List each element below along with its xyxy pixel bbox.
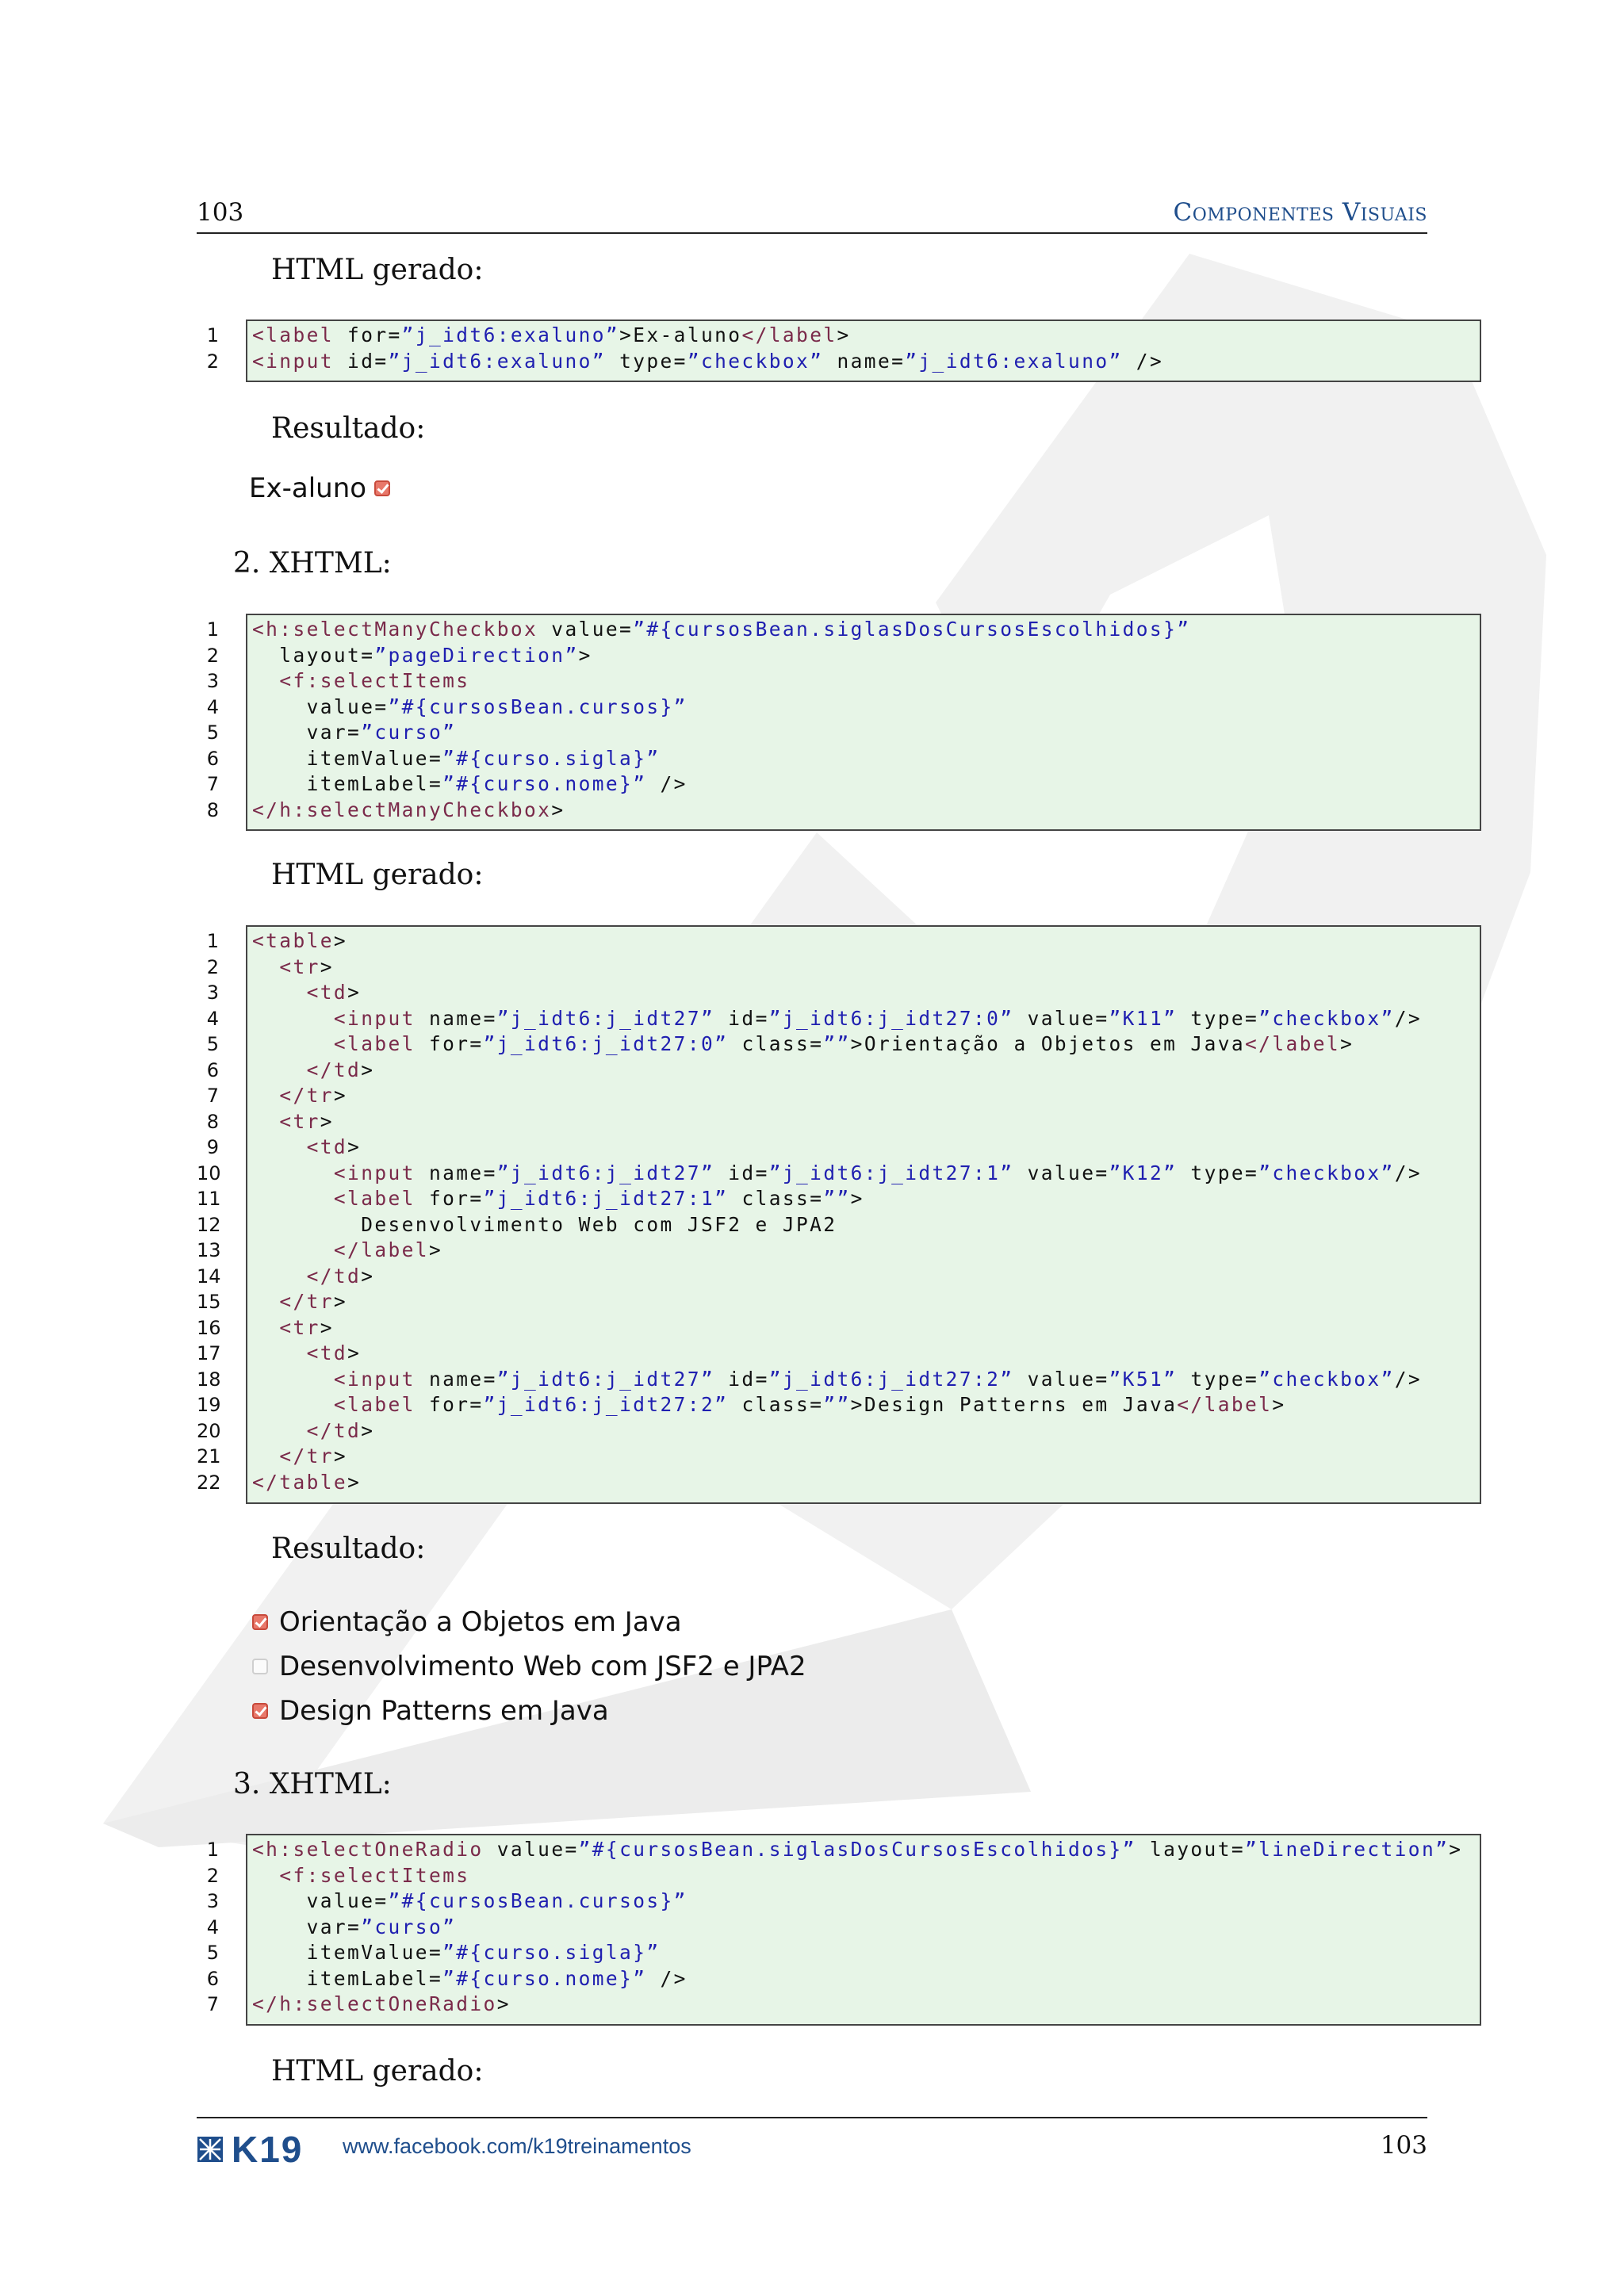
result-checkbox-item[interactable]	[252, 1689, 806, 1733]
code-line: </table>	[252, 1470, 362, 1494]
code-line: <label for=”j_idt6:j_idt27:1” class=””>	[333, 1187, 864, 1210]
resultado-heading: Resultado:	[271, 412, 426, 445]
code-line: itemValue=”#{curso.sigla}”	[252, 746, 661, 770]
k19-logo-text: K19	[232, 2129, 304, 2170]
code-line: </td>	[306, 1418, 375, 1442]
line-number: 2	[206, 1864, 219, 1887]
line-number: 4	[206, 1915, 219, 1938]
code-line: <label for=”j_idt6:j_idt27:2” class=””>Design Patterns em Java</label>	[333, 1393, 1286, 1416]
line-number: 7	[206, 1085, 219, 1107]
line-number: 2	[206, 350, 219, 373]
header-chapter-title: Componentes Visuais	[1173, 198, 1427, 227]
html-gerado-heading: HTML gerado:	[271, 254, 484, 286]
code-line: value=”#{cursosBean.cursos}”	[252, 1889, 688, 1912]
code-line: <f:selectItems	[279, 669, 470, 692]
line-number: 4	[206, 695, 219, 718]
code-line: </td>	[306, 1058, 375, 1081]
code-line: </label>	[333, 1238, 443, 1261]
line-number: 14	[197, 1265, 221, 1288]
code-line: </h:selectManyCheckbox>	[252, 798, 565, 821]
code-line: </td>	[306, 1264, 375, 1288]
code-line: layout=”pageDirection”>	[252, 643, 592, 667]
html-gerado-heading-2: HTML gerado:	[271, 859, 484, 891]
line-number: 7	[206, 1993, 219, 2015]
footer-rule	[197, 2117, 1427, 2118]
code-line: <h:selectManyCheckbox value=”#{cursosBean.siglasDosCursosEscolhidos}”	[252, 618, 1191, 641]
code-line: <tr>	[279, 1109, 334, 1133]
code-line: <tr>	[279, 1315, 334, 1339]
line-number: 20	[197, 1419, 221, 1442]
line-number: 3	[206, 982, 219, 1004]
result-checkbox-label: Design Patterns em Java	[279, 1695, 609, 1727]
line-number: 13	[197, 1239, 221, 1261]
code-line: <tr>	[279, 955, 334, 978]
line-number: 12	[197, 1213, 221, 1236]
line-number: 2	[206, 644, 219, 667]
code-lines-1	[252, 323, 1163, 374]
code-lines-3	[252, 928, 1422, 1495]
checkbox-checked-icon[interactable]	[374, 480, 390, 496]
code-line: <input name=”j_idt6:j_idt27” id=”j_idt6:j_idt27:2” value=”K51” type=”checkbox”/>	[333, 1367, 1423, 1391]
code-line: itemValue=”#{curso.sigla}”	[252, 1941, 661, 1964]
code-line: </h:selectOneRadio>	[252, 1992, 511, 2015]
line-numbers-1	[197, 323, 219, 374]
code-line: <label for=”j_idt6:j_idt27:0” class=””>Orientação a Objetos em Java</label>	[333, 1032, 1354, 1055]
item-3-heading: 3. XHTML:	[233, 1768, 392, 1800]
checkbox-unchecked-icon[interactable]	[252, 1659, 268, 1674]
line-number: 8	[206, 798, 219, 821]
k19-logo-icon	[197, 2136, 224, 2163]
footer-facebook-link[interactable]: www.facebook.com/k19treinamentos	[343, 2134, 691, 2158]
line-number: 21	[197, 1445, 221, 1468]
code-line: <td>	[306, 1341, 362, 1364]
line-number: 19	[197, 1394, 221, 1416]
code-line: var=”curso”	[252, 721, 457, 744]
code-line: <input name=”j_idt6:j_idt27” id=”j_idt6:j_idt27:0” value=”K11” type=”checkbox”/>	[333, 1006, 1423, 1030]
line-numbers-2	[197, 617, 219, 823]
line-number: 1	[206, 930, 219, 952]
line-number: 11	[197, 1188, 221, 1210]
code-line: </tr>	[279, 1445, 348, 1468]
code-line: value=”#{cursosBean.cursos}”	[252, 695, 688, 718]
line-number: 17	[197, 1342, 221, 1364]
line-number: 9	[206, 1136, 219, 1158]
line-number: 3	[206, 670, 219, 692]
line-number: 1	[206, 1839, 219, 1861]
code-line: <h:selectOneRadio value=”#{cursosBean.siglasDosCursosEscolhidos}” layout=”lineDirection”>	[252, 1838, 1463, 1861]
code-line: <td>	[306, 1135, 362, 1158]
k19-logo	[197, 2128, 303, 2171]
header-page-number: 103	[197, 198, 244, 227]
line-numbers-3	[197, 928, 219, 1495]
footer-page-number: 103	[1380, 2131, 1427, 2160]
result-exaluno	[249, 473, 401, 504]
line-number: 5	[206, 1942, 219, 1964]
line-number: 1	[206, 324, 219, 346]
line-number: 1	[206, 618, 219, 641]
line-number: 8	[206, 1110, 219, 1133]
checkbox-checked-icon[interactable]	[252, 1703, 268, 1719]
code-line: <label for=”j_idt6:exaluno”>Ex-aluno</label>	[252, 323, 851, 346]
code-line: var=”curso”	[252, 1915, 457, 1938]
result-checkbox-item[interactable]	[252, 1600, 806, 1644]
code-lines-2	[252, 617, 1190, 823]
code-lines-4	[252, 1837, 1462, 2018]
line-number: 18	[197, 1368, 221, 1391]
code-line: <table>	[252, 929, 348, 952]
line-number: 22	[197, 1471, 221, 1494]
line-number: 10	[197, 1161, 221, 1184]
line-numbers-4	[197, 1837, 219, 2018]
line-number: 5	[206, 1033, 219, 1055]
code-line: itemLabel=”#{curso.nome}” />	[252, 1966, 688, 1990]
result-checkbox-item[interactable]	[252, 1644, 806, 1689]
item-2-heading: 2. XHTML:	[233, 547, 392, 580]
checkbox-checked-icon[interactable]	[252, 1614, 268, 1630]
line-number: 6	[206, 1058, 219, 1081]
line-number: 2	[206, 955, 219, 978]
code-line: <input name=”j_idt6:j_idt27” id=”j_idt6:j_idt27:1” value=”K12” type=”checkbox”/>	[333, 1161, 1423, 1184]
result-checkbox-label: Desenvolvimento Web com JSF2 e JPA2	[279, 1651, 806, 1682]
result-exaluno-label: Ex-aluno	[249, 473, 367, 504]
header-rule	[197, 232, 1427, 234]
resultado-heading-2: Resultado:	[271, 1533, 426, 1565]
line-number: 16	[197, 1316, 221, 1339]
result-checkbox-list	[252, 1600, 806, 1733]
line-number: 3	[206, 1890, 219, 1912]
line-number: 15	[197, 1291, 221, 1313]
line-number: 6	[206, 1967, 219, 1990]
code-line: <f:selectItems	[279, 1863, 470, 1887]
code-line: Desenvolvimento Web com JSF2 e JPA2	[252, 1212, 837, 1236]
code-line: </tr>	[279, 1084, 348, 1107]
html-gerado-heading-3: HTML gerado:	[271, 2055, 484, 2087]
line-number: 7	[206, 773, 219, 795]
code-line: itemLabel=”#{curso.nome}” />	[252, 772, 688, 795]
result-checkbox-label: Orientação a Objetos em Java	[279, 1606, 682, 1638]
code-line: <td>	[306, 981, 362, 1004]
line-number: 4	[206, 1007, 219, 1030]
line-number: 6	[206, 747, 219, 770]
line-number: 5	[206, 721, 219, 744]
code-line: <input id=”j_idt6:exaluno” type=”checkbox” name=”j_idt6:exaluno” />	[252, 349, 1164, 373]
code-line: </tr>	[279, 1290, 348, 1313]
